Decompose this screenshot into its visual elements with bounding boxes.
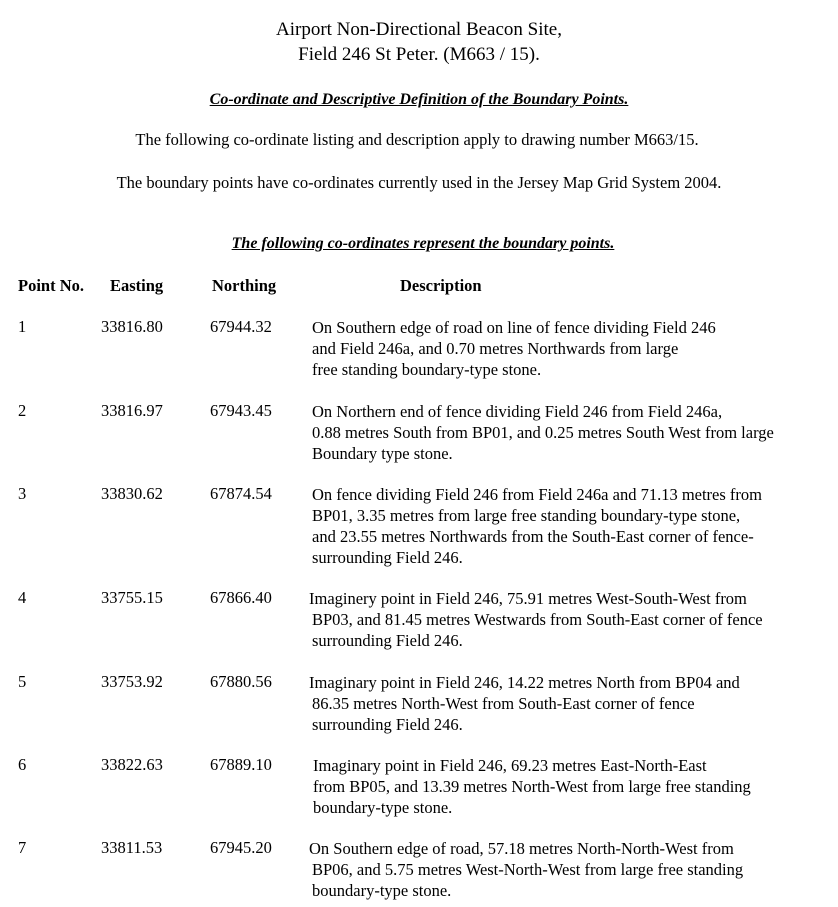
point-number: 4 (18, 588, 27, 607)
point-number: 1 (18, 317, 27, 336)
easting-value: 33755.15 (101, 588, 163, 607)
section-subheading: Co-ordinate and Descriptive Definition of the Boundary Points. (209, 91, 629, 108)
description-line: On fence dividing Field 246 from Field 246a and 71.13 metres from (312, 485, 762, 504)
northing-value: 67880.56 (210, 672, 272, 691)
easting-value: 33816.80 (101, 317, 163, 336)
northing-value: 67866.40 (210, 588, 272, 607)
column-header-easting: Easting (110, 276, 164, 295)
description-line: boundary-type stone. (313, 798, 453, 817)
description-line: Boundary type stone. (312, 444, 453, 463)
table-heading: The following co-ordinates represent the boundary points. (231, 235, 615, 252)
description-line: free standing boundary-type stone. (312, 360, 542, 379)
easting-value: 33753.92 (101, 672, 163, 691)
point-description (309, 838, 829, 901)
column-header-point-no: Point No. (18, 276, 84, 295)
description-line: and 23.55 metres Northwards from the South-East corner of fence- (312, 527, 754, 546)
point-number: 2 (18, 401, 27, 420)
easting-value: 33822.63 (101, 755, 163, 774)
description-line: 86.35 metres North-West from South-East corner of fence (312, 694, 695, 713)
intro-paragraph-drawing: The following co-ordinate listing and description apply to drawing number M663/15. (135, 130, 699, 149)
description-line: BP03, and 81.45 metres Westwards from South-East corner of fence (312, 610, 763, 629)
description-line: On Northern end of fence dividing Field 246 from Field 246a, (312, 402, 723, 421)
document-title-line-1: Airport Non-Directional Beacon Site, (276, 19, 562, 40)
point-description (313, 755, 833, 818)
description-line: 0.88 metres South from BP01, and 0.25 metres South West from large (312, 423, 774, 442)
northing-value: 67874.54 (210, 484, 272, 503)
description-line: surrounding Field 246. (312, 548, 463, 567)
northing-value: 67945.20 (210, 838, 272, 857)
description-line: Imaginary point in Field 246, 69.23 metres East-North-East (313, 756, 707, 775)
description-line: BP01, 3.35 metres from large free standing boundary-type stone, (312, 506, 741, 525)
point-description (312, 484, 832, 568)
point-number: 3 (18, 484, 27, 503)
description-line: Imaginary point in Field 246, 14.22 metres North from BP04 and (309, 673, 740, 692)
description-line: On Southern edge of road, 57.18 metres North-North-West from (309, 839, 734, 858)
document-title-line-2: Field 246 St Peter. (M663 / 15). (298, 44, 540, 65)
point-number: 5 (18, 672, 27, 691)
point-description (312, 401, 832, 464)
point-description (309, 672, 829, 735)
description-line: from BP05, and 13.39 metres North-West from large free standing (313, 777, 751, 796)
point-number: 6 (18, 755, 27, 774)
northing-value: 67889.10 (210, 755, 272, 774)
description-line: and Field 246a, and 0.70 metres Northwards from large (312, 339, 679, 358)
description-line: surrounding Field 246. (312, 631, 463, 650)
description-line: Imaginery point in Field 246, 75.91 metres West-South-West from (309, 589, 747, 608)
point-description (309, 588, 829, 651)
description-line: On Southern edge of road on line of fence dividing Field 246 (312, 318, 716, 337)
northing-value: 67944.32 (210, 317, 272, 336)
description-line: surrounding Field 246. (312, 715, 463, 734)
northing-value: 67943.45 (210, 401, 272, 420)
column-header-description: Description (400, 276, 482, 295)
description-line: BP06, and 5.75 metres West-North-West from large free standing (312, 860, 744, 879)
point-number: 7 (18, 838, 27, 857)
intro-paragraph-grid-system: The boundary points have co-ordinates currently used in the Jersey Map Grid System 2004. (116, 173, 722, 192)
easting-value: 33830.62 (101, 484, 163, 503)
easting-value: 33816.97 (101, 401, 163, 420)
point-description (312, 317, 832, 380)
description-line: boundary-type stone. (312, 881, 452, 900)
easting-value: 33811.53 (101, 838, 163, 857)
column-header-northing: Northing (212, 276, 277, 295)
